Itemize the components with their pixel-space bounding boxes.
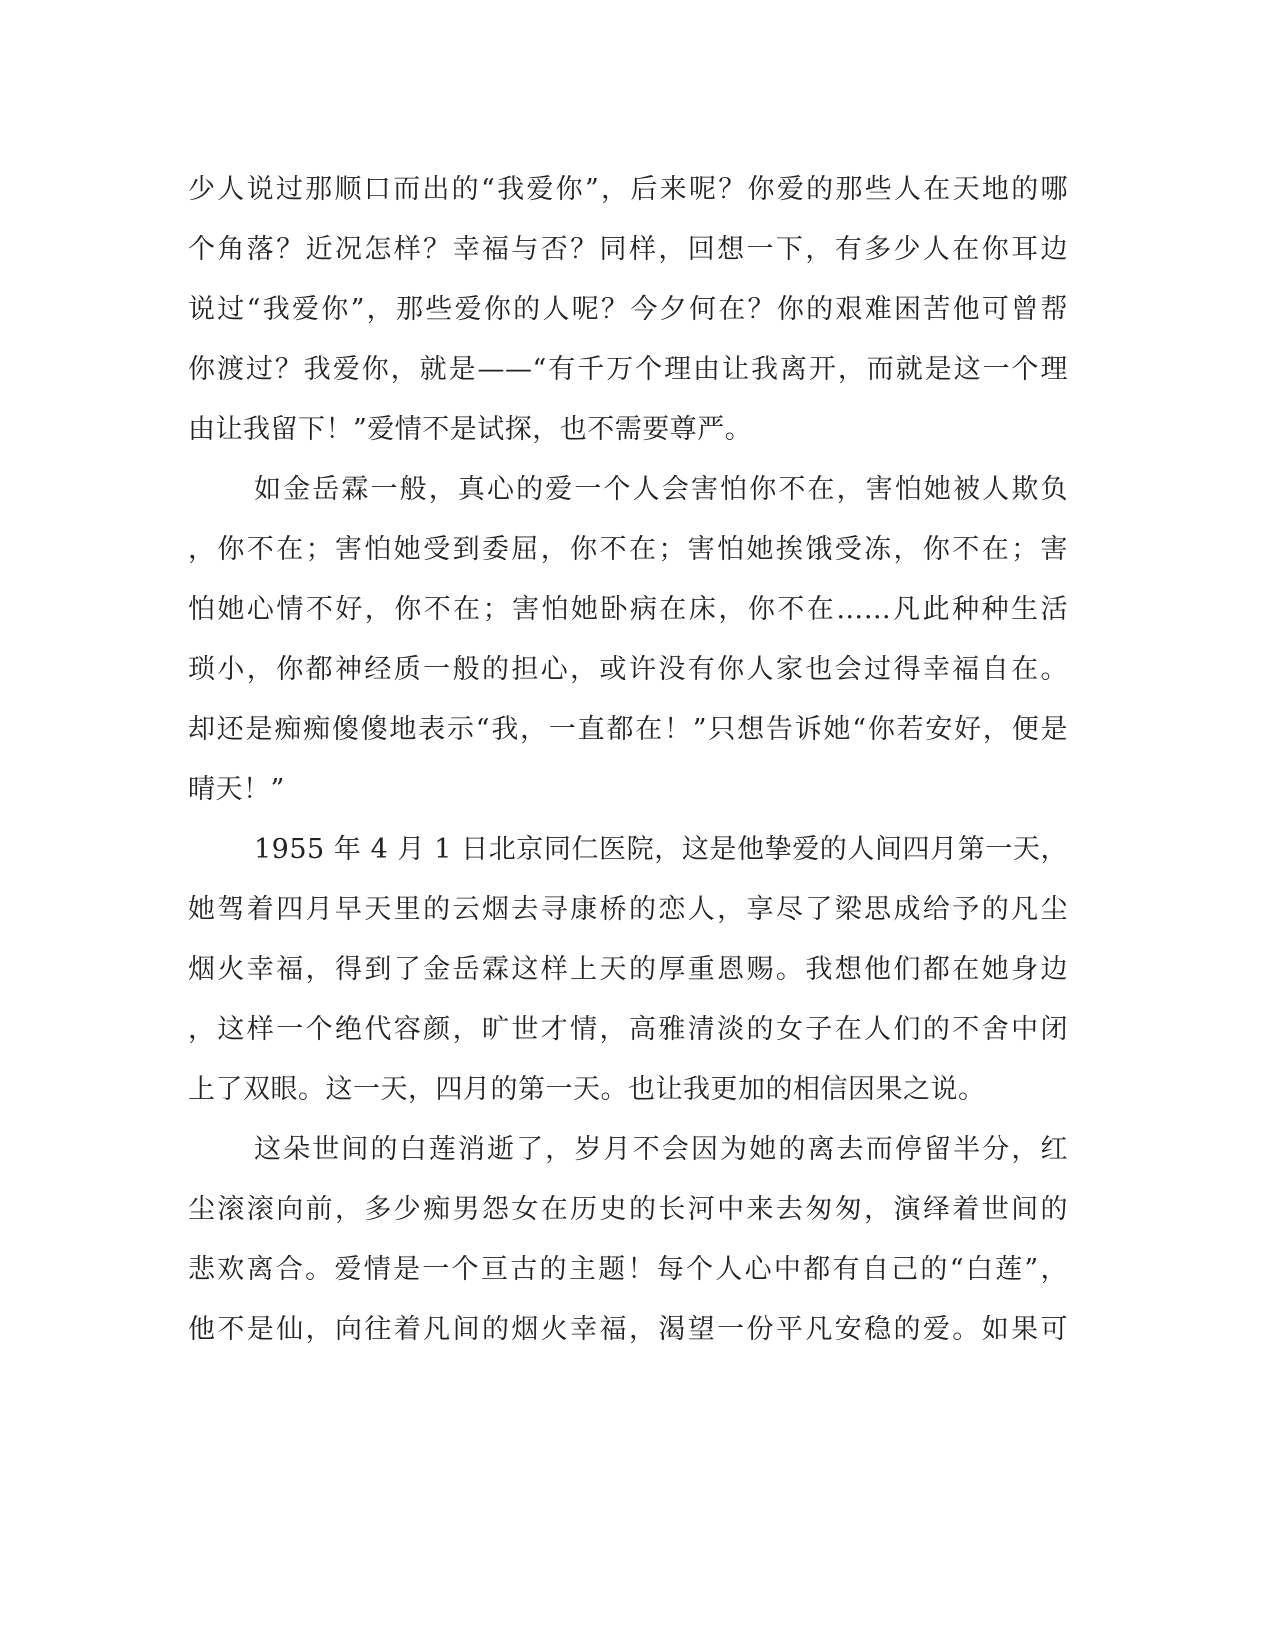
text-line: 个角落？近况怎样？幸福与否？同样，回想一下，有多少人在你耳边 [188,234,1068,265]
text-line: 上了双眼。这一天，四月的第一天。也让我更加的相信因果之说。 [188,1074,986,1105]
text-line: 由让我留下！”爱情不是试探，也不需要尊严。 [188,414,753,445]
text-line: 晴天！” [188,774,285,805]
text-line: 少人说过那顺口而出的“我爱你”，后来呢？你爱的那些人在天地的哪 [188,174,1068,205]
text-line: 琐小，你都神经质一般的担心，或许没有你人家也会过得幸福自在。 [188,654,1068,685]
text-line: 烟火幸福，得到了金岳霖这样上天的厚重恩赐。我想他们都在她身边 [188,954,1068,985]
text-line: 说过“我爱你”，那些爱你的人呢？今夕何在？你的艰难困苦他可曾帮 [188,294,1068,325]
text-line: ，这样一个绝代容颜，旷世才情，高雅清淡的女子在人们的不舍中闭 [188,1014,1068,1045]
body-text [188,160,1068,1360]
text-line: 怕她心情不好，你不在；害怕她卧病在床，你不在……凡此种种生活 [188,594,1068,625]
text-line: 这朵世间的白莲消逝了，岁月不会因为她的离去而停留半分，红 [254,1134,1068,1165]
text-line: 他不是仙，向往着凡间的烟火幸福，渴望一份平凡安稳的爱。如果可 [188,1314,1068,1345]
text-line: 悲欢离合。爱情是一个亘古的主题！每个人心中都有自己的“白莲”， [188,1254,1068,1285]
text-line: 1955 年 4 月 1 日北京同仁医院，这是他挚爱的人间四月第一天， [254,834,1068,865]
text-line: 她驾着四月早天里的云烟去寻康桥的恋人，享尽了梁思成给予的凡尘 [188,894,1068,925]
text-line: ，你不在；害怕她受到委屈，你不在；害怕她挨饿受冻，你不在；害 [188,534,1068,565]
text-line: 如金岳霖一般，真心的爱一个人会害怕你不在，害怕她被人欺负 [254,474,1068,505]
text-line: 却还是痴痴傻傻地表示“我，一直都在！”只想告诉她“你若安好，便是 [188,714,1068,745]
text-line: 尘滚滚向前，多少痴男怨女在历史的长河中来去匆匆，演绎着世间的 [188,1194,1068,1225]
text-line: 你渡过？我爱你，就是——“有千万个理由让我离开，而就是这一个理 [188,354,1068,385]
